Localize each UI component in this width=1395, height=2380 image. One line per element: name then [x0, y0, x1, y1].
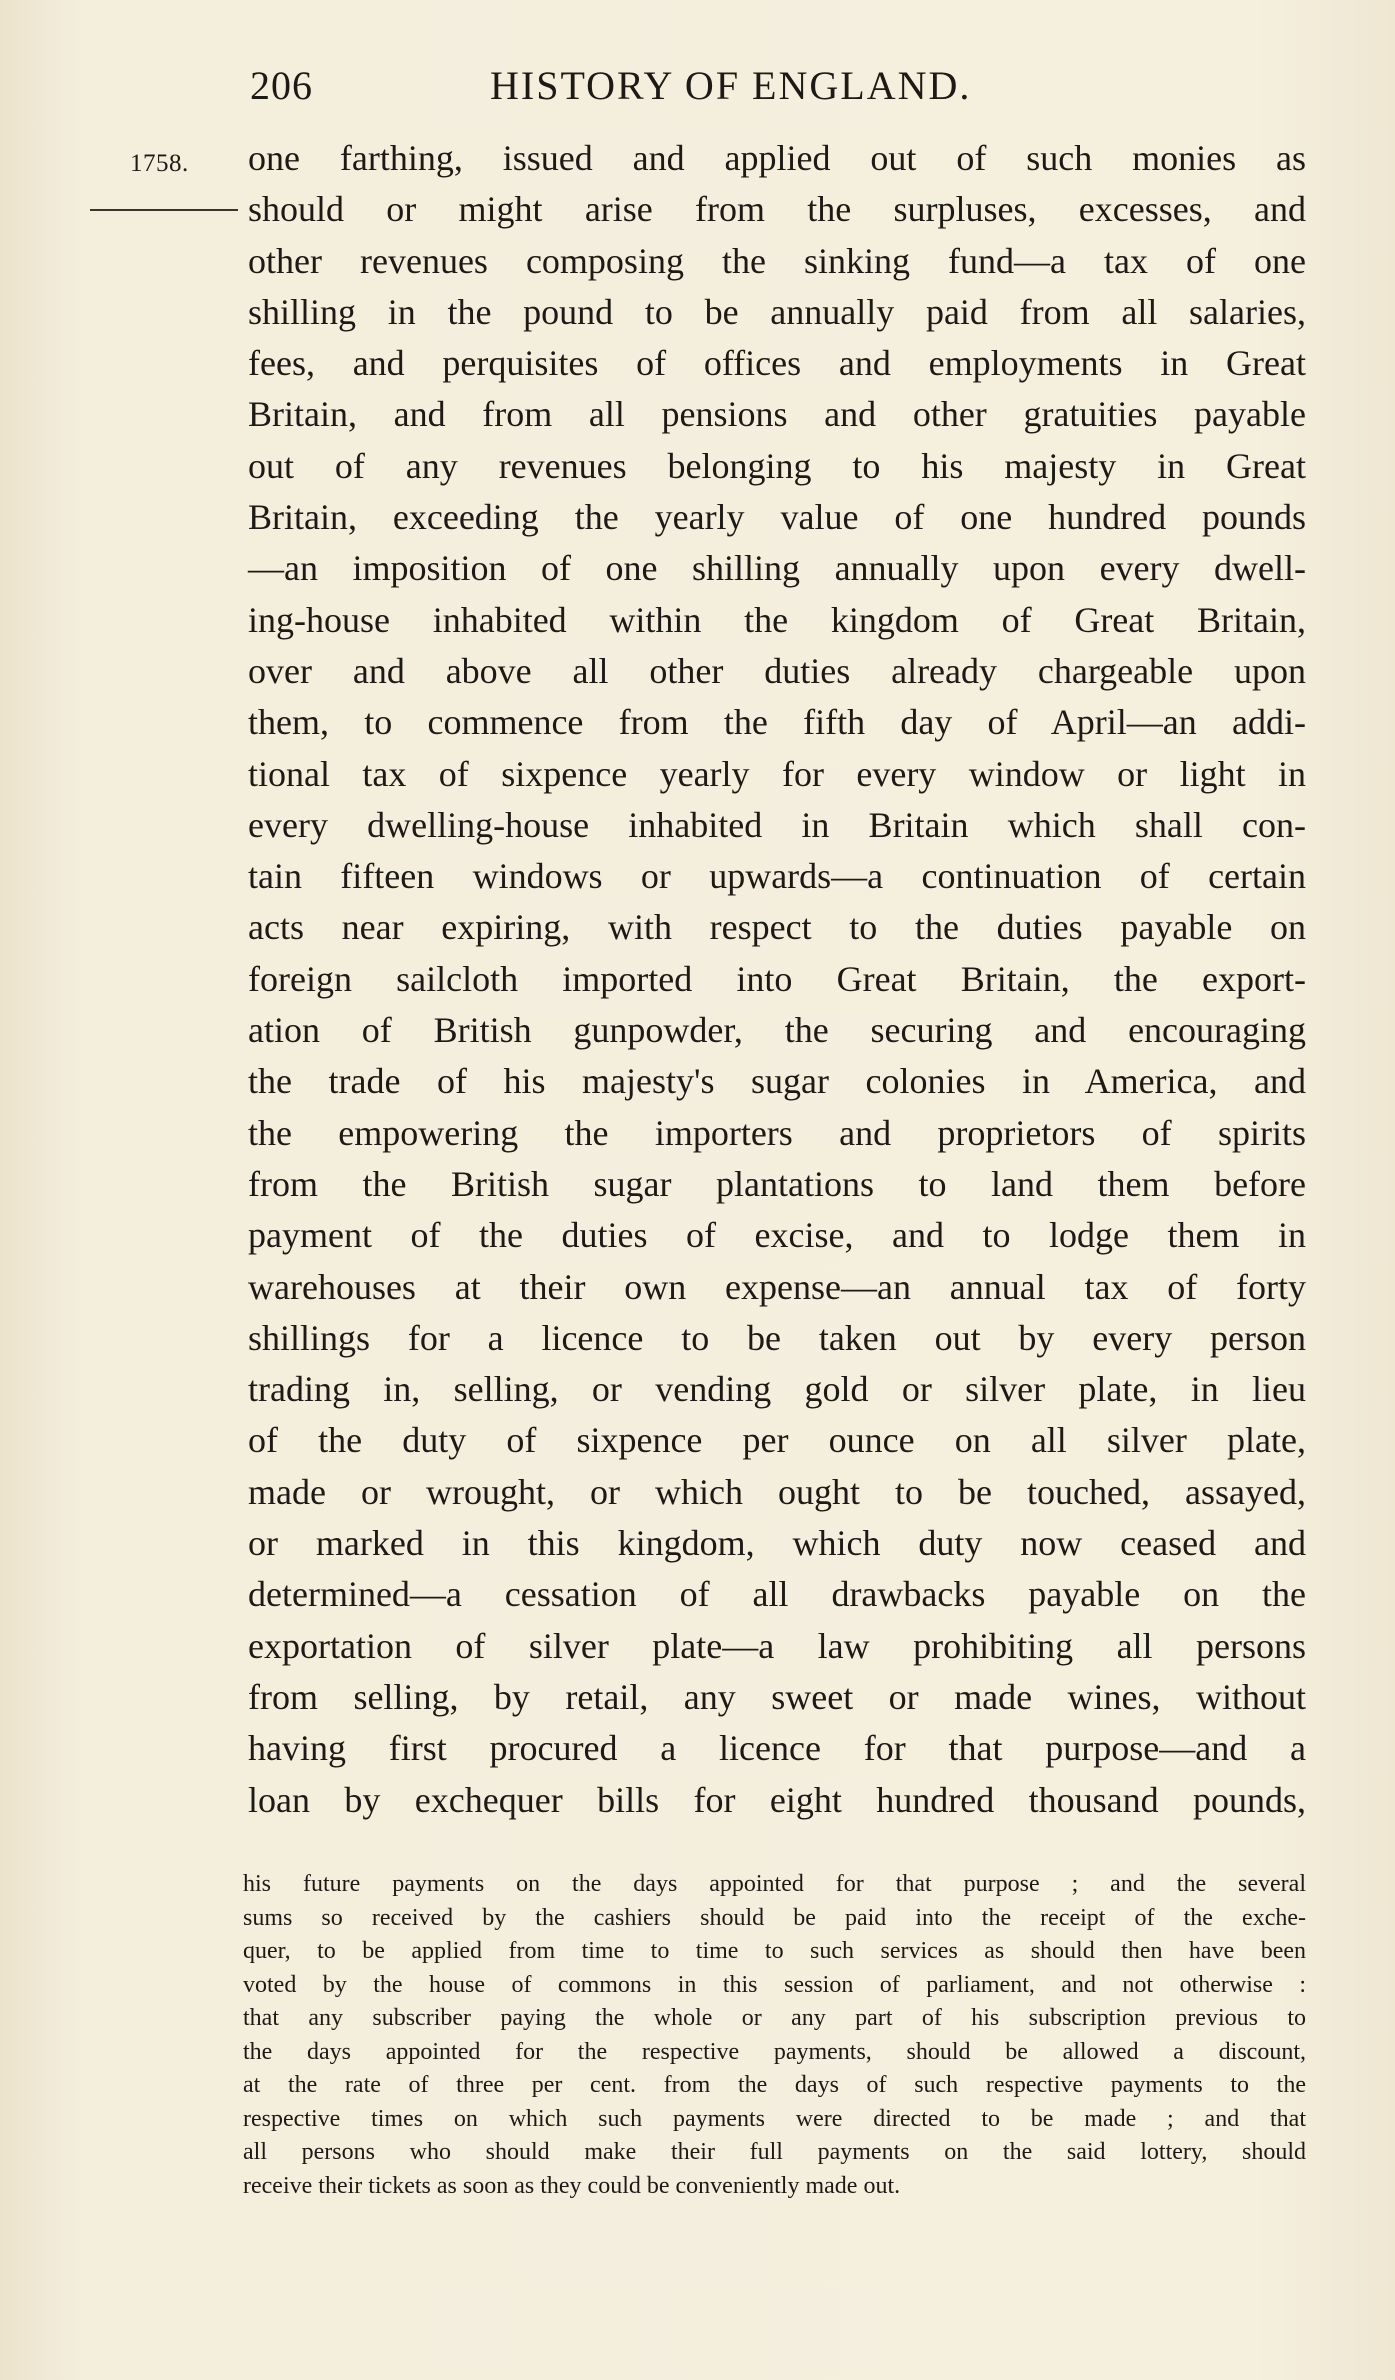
body-line: warehouses at their own expense—an annual tax of forty [248, 1266, 1306, 1307]
body-line: over and above all other duties already chargeable upon [248, 650, 1306, 691]
body-line: or marked in this kingdom, which duty now ceased and [248, 1523, 1306, 1564]
body-line: determined—a cessation of all drawbacks payable on the [248, 1574, 1306, 1615]
body-line: made or wrought, or which ought to be touched, assayed, [248, 1471, 1306, 1512]
margin-rule-divider [90, 209, 238, 211]
body-line: tional tax of sixpence yearly for every window or light in [248, 753, 1306, 794]
body-line: exportation of silver plate—a law prohibiting all persons [248, 1625, 1306, 1666]
body-line: the empowering the importers and proprietors of spirits [248, 1112, 1306, 1153]
body-line: should or might arise from the surpluses, excesses, and [248, 189, 1306, 230]
footnote-line: at the rate of three per cent. from the days of such respective payments to the [243, 2072, 1306, 2098]
body-line: trading in, selling, or vending gold or silver plate, in lieu [248, 1369, 1306, 1410]
footnote-line: quer, to be applied from time to time to such services as should then have been [243, 1938, 1306, 1964]
body-line: Britain, and from all pensions and other gratuities payable [248, 394, 1306, 435]
body-line: the trade of his majesty's sugar colonies in America, and [248, 1061, 1306, 1102]
body-line: shilling in the pound to be annually paid from all salaries, [248, 291, 1306, 332]
body-line: every dwelling-house inhabited in Britain which shall con- [248, 804, 1306, 845]
body-line: —an imposition of one shilling annually upon every dwell- [248, 548, 1306, 589]
footnote-line: sums so received by the cashiers should be paid into the receipt of the exche- [243, 1904, 1306, 1931]
body-line: acts near expiring, with respect to the duties payable on [248, 907, 1306, 948]
footnote-line: that any subscriber paying the whole or any part of his subscription previous to [243, 2005, 1306, 2031]
footnote-line: respective times on which such payments were directed to be made ; and that [243, 2105, 1306, 2132]
body-line: from selling, by retail, any sweet or made wines, without [248, 1676, 1306, 1717]
body-line: of the duty of sixpence per ounce on all silver plate, [248, 1420, 1306, 1461]
footnote-block [243, 1868, 1306, 2203]
page-number: 206 [250, 63, 313, 108]
footnote-line: receive their tickets as soon as they could be conveniently made out. [243, 2172, 901, 2199]
footnote-line: his future payments on the days appointed for that purpose ; and the several [243, 1871, 1306, 1897]
body-line: fees, and perquisites of offices and employments in Great [248, 343, 1306, 384]
body-line: other revenues composing the sinking fund—a tax of one [248, 240, 1306, 281]
body-line: ing-house inhabited within the kingdom of Great Britain, [248, 599, 1306, 640]
body-line: Britain, exceeding the yearly value of one hundred pounds [248, 497, 1306, 538]
body-line: from the British sugar plantations to land them before [248, 1163, 1306, 1204]
footnote-line: the days appointed for the respective payments, should be allowed a discount, [243, 2038, 1306, 2065]
body-line: foreign sailcloth imported into Great Britain, the export- [248, 958, 1306, 999]
body-line: ation of British gunpowder, the securing and encouraging [248, 1010, 1306, 1051]
body-line: them, to commence from the fifth day of April—an addi- [248, 702, 1306, 743]
running-title: HISTORY OF ENGLAND. [490, 63, 972, 108]
footnote-line: voted by the house of commons in this session of parliament, and not otherwise : [243, 1971, 1306, 1998]
page-header [250, 62, 1100, 112]
body-line: tain fifteen windows or upwards—a continuation of certain [248, 856, 1306, 897]
footnote-line: all persons who should make their full payments on the said lottery, should [243, 2139, 1306, 2165]
body-line: out of any revenues belonging to his majesty in Great [248, 445, 1306, 486]
body-line: having first procured a licence for that purpose—and a [248, 1728, 1306, 1769]
body-line: shillings for a licence to be taken out by every person [248, 1317, 1306, 1358]
margin-year-note: 1758. [130, 150, 189, 177]
body-line: payment of the duties of excise, and to lodge them in [248, 1215, 1306, 1256]
body-line: loan by exchequer bills for eight hundred thousand pounds, [248, 1779, 1306, 1820]
body-line: one farthing, issued and applied out of such monies as [248, 138, 1306, 178]
main-text-block [248, 133, 1306, 1826]
